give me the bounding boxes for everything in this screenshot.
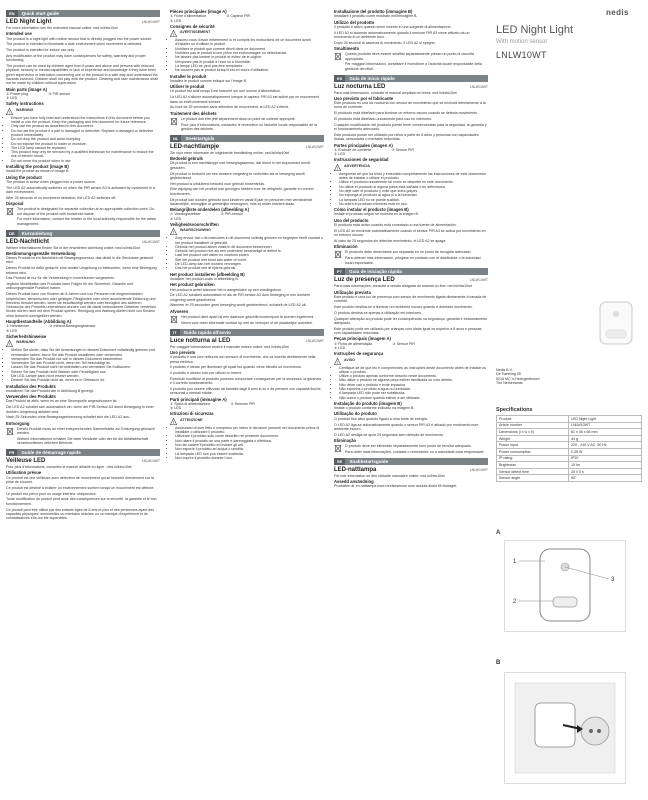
figure-b-installation-diagram [504, 672, 626, 784]
section-title: LED-Nachtlicht [6, 238, 50, 245]
section-title: LED-nachtlampje [170, 143, 220, 150]
table-row: Sensor detect time 25 ± 5 s [497, 468, 642, 475]
parts-list: ① Power plug ② LED ③ PIR sensor [6, 91, 71, 101]
table-row: IP rating IP20 [497, 455, 642, 462]
svg-text:!: ! [336, 359, 339, 365]
section-bar-en: EN Quick start guide [6, 10, 160, 17]
svg-text:!: ! [172, 419, 175, 425]
warning-icon [334, 164, 341, 171]
heading: Disposal [6, 201, 24, 207]
table-row: Power input 220 - 240 V AC, 50 Hz [497, 442, 642, 449]
article-code: LNLW10WT [141, 20, 160, 24]
part-number-2: 2 [513, 599, 517, 605]
figure-a-device-diagram [504, 540, 626, 632]
safety-list: • Ensure you have fully read and understood the instructions in this document before you install or use the product. Keep the packaging and this document for future reference. • Only use the product as described in this document. • Do not use the product if a part is damaged or defective. Replace a damaged or defective product immediately. • Do not drop the product and avoid bumping. • Do not expose the product to water or moisture. • The LED lamp cannot be replaced. • This product may only be serviced by a qualified technician for maintenance to reduce the risk of electric shock. • Do not cover the product when in use. [6, 116, 160, 163]
section-bar-nl: NL Snelstartgids [170, 135, 324, 142]
table-row: Dimensions (l x w x h) 81 x 46 x 66 mm [497, 429, 642, 436]
section-title: Luce notturna al LED [170, 337, 231, 344]
specifications [496, 407, 642, 482]
heading: Using the product [6, 174, 42, 180]
section-title: LED-nattlampa [334, 466, 377, 473]
specs-table [496, 415, 642, 482]
section-bar-fr: FR Guide de démarrage rapide [6, 449, 160, 456]
svg-text:!: ! [172, 230, 175, 236]
recycle-bin-icon [6, 427, 14, 436]
table-row: Brightness 15 lm [497, 462, 642, 469]
section-bar-pt: PT Guia de iniciação rápida [334, 268, 488, 275]
column-2: Pièces principales (image A) ① Fiche d'alimentation ② LED ③ Capteur PIR Consignes de sécurité ! AVERTISSEMENT • Assurez-vous d'avoir entièrement lu et compris les instructions de ce document avant d'installer ou d'utiliser le produit. • N'utilisez le produit que comme décrit dans ce document. • N'utilisez pas le produit si une pièce est endommagée ou défectueuse. • Ne laissez pas tomber le produit et évitez de le cogner. • N'exposez pas le produit à l'eau ou à l'humidité. • La lampe LED ne peut pas être remplacée. • Ne couvrez pas le produit lorsqu'il est en cours d'utilisation. Installer le produit Installez le produit comme indiqué sur l'image B. Utiliser le produit Le produit est actif lorsqu'il est branché sur une source d'alimentation. La LED A2 s'allume automatiquement lorsque le capteur PIR A3 est activé par un mouvement dans un environnement sombre. Au bout de 25 secondes sans détection de mouvement, la LED A2 s'éteint. Traitement des déchets Le produit doit être jeté séparément dans un point de collecte approprié. Pour plus d'informations, contactez le revendeur ou l'autorité locale responsable de la gestion des déchets. NL Snelstartgids LED-nachtlampje LNLW10WT Zie voor meer informatie de uitgebreide handleiding online: ned.is/lnlw10wt Bedoeld gebruik Dit product is een nachtlampje met bewegingssensor, dat direct in het stopcontact wordt gestoken. Dit product is bedoeld om een donkere omgeving te verlichten als er beweging wordt gedetecteerd. Het product is uitsluitend bedoeld voor gebruik binnenshuis. Elke wijziging van het product kan gevolgen hebben voor de veiligheid, garantie en correct functioneren. Dit product kan worden gebruikt door kinderen vanaf 8 jaar en personen met verminderde lichamelijke, zintuiglijke of geestelijke vermogens, mits zij onder toezicht staan. Belangrijkste onderdelen (afbeelding A) ① Voedingsstekker ② LED ③ PIR-sensor Veiligheidsvoorschriften ! WAARSCHUWING • Zorg ervoor dat u de instructies in dit document volledig gelezen en begrepen heeft voordat u het product installeert of gebruikt. • Gebruik het product alleen zoals in dit document beschreven. • Gebruik het product niet als een onderdeel beschadigd of defect is. • Laat het product niet vallen en voorkom stoten. • Stel het product niet bloot aan water of vocht. • De LED-lamp kan niet worden vervangen. • Dek het product niet af tijdens gebruik. Het product installeren (afbeelding B) Installeer het product zoals in afbeelding B. Het product gebruiken Het product is actief wanneer het is aangesloten op een voedingsbron. De LED A2 schakelt automatisch in als de PIR-sensor A3 door beweging in een donkere omgeving wordt geactiveerd. Wanneer er 25 seconden geen beweging wordt gedetecteerd, schakelt de LED A2 uit. Afvoeren Het product dient apart bij een daarvoor geschikt inzamelpunt te worden ingeleverd. Neem voor meer informatie contact op met de verkoper of de plaatselijke autoriteit. IT Guida rapida all'avvio Luce notturna al LED LNLW10WT Per maggiori informazioni vedere il manuale esteso online: ned.is/lnlw10wt Uso previsto Il prodotto è una luce notturna con sensore di movimento, che va inserita direttamente nella presa elettrica. Il prodotto è ideato per illuminare gli spazi bui quando viene rilevato un movimento. Il prodotto è idoneo solo per utilizzo in interni. Eventuali modifiche al prodotto possono comportare conseguenze per la sicurezza, la garanzia e il corretto funzionamento. Il prodotto può essere utilizzato da bambini dagli 8 anni in su e da persone con capacità fisiche, sensoriali o mentali ridotte. Parti principali (immagine A) ① Spina di alimentazione ② LED ③ Sensore PIR Istruzioni di sicurezza ! ATTENZIONE • Assicurarsi di aver letto e compreso per intero le istruzioni presenti nel documento prima di installare o utilizzare il prodotto. • Utilizzare il prodotto solo come descritto nel presente documento. • Non usare il prodotto se una parte è danneggiata o difettosa. • Non far cadere il prodotto ed evitare gli urti. • Non esporre il prodotto ad acqua o umidità. • La lampada LED non può essere sostituita. • Non coprire il prodotto durante l'uso. [170, 8, 324, 460]
manufacturer-address: Nedis B.V. De Tweeling 28 5215 MC 's-Hertogenbosch The Netherlands [496, 368, 540, 386]
table-row: Weight 44 g [497, 435, 642, 442]
section-title: Luz de presença LED [334, 277, 395, 284]
brand-logo: nedis [606, 8, 629, 17]
warning-icon [6, 340, 13, 347]
recycle-bin-icon [334, 250, 342, 259]
column-3: Installazione del prodotto (immagine B) Installare il prodotto come mostrato nell'immagine B. Utilizzo del prodotto Il prodotto è attivo quando viene inserito in una sorgente di alimentazione. Il LED A2 si accende automaticamente quando il sensore PIR A3 viene attivato da un movimento in un ambiente buio. Dopo 25 secondi di assenza di movimento, il LED A2 si spegne. Smaltimento Questo prodotto deve essere smaltito separatamente presso un punto di raccolta appropriato. Per maggiori informazioni, contattare il rivenditore o l'autorità locale responsabile della gestione dei rifiuti. ES Guía de inicio rápido Luz nocturna LED LNLW10WT Para más información, consulte el manual ampliado en línea: ned.is/lnlw10wt Uso previsto por el fabricante Este producto es una luz nocturna con sensor de movimiento que se enchufa directamente a la toma de corriente. El producto está diseñado para iluminar un entorno oscuro cuando se detecta movimiento. El producto está diseñado únicamente para uso en interiores. Cualquier modificación del producto puede tener consecuencias para la seguridad, la garantía y el funcionamiento adecuado. Este producto puede ser utilizado por niños a partir de 8 años y personas con capacidades físicas, sensoriales o mentales reducidas. Partes principales (imagen A) ① Enchufe de corriente ② LED ③ Sensor PIR Instrucciones de seguridad ! ADVERTENCIA • Asegúrese de que ha leído y entendido completamente las instrucciones de este documento antes de instalar o utilizar el producto. • Utilice el producto únicamente tal como se describe en este documento. • No utilice el producto si alguna pieza está dañada o es defectuosa. • No deje caer el producto y evite que sufra golpes. • No exponga el producto al agua ni a la humedad. • La lámpara LED no se puede sustituir. • No cubra el producto mientras está en uso. Cómo instalar el producto (imagen B) Instale el producto según se muestra en la imagen B. Uso del producto El producto está activo cuando está conectado a una fuente de alimentación. El LED A2 se enciende automáticamente cuando el sensor PIR A3 se activa por movimiento en un entorno oscuro. Al cabo de 25 segundos sin detectar movimiento, el LED A2 se apaga. Eliminación El producto debe desecharse por separado en un punto de recogida adecuado. Para obtener más información, póngase en contacto con el distribuidor o la autoridad local responsable. PT Guia de iniciação rápida Luz de presença LED LNLW10WT Para mais informações, consulte a versão alargada do manual on-line: ned.is/lnlw10wt Utilização prevista Este produto é uma luz de presença com sensor de movimento ligada diretamente à tomada de corrente. Este produto destina-se a iluminar um ambiente escuro quando é detetado movimento. O produto destina-se apenas a utilização em interiores. Qualquer alteração ao produto pode ter consequências na segurança, garantia e funcionamento adequado. Este produto pode ser utilizado por crianças com idade igual ou superior a 8 anos e pessoas com capacidades reduzidas. Peças principais (imagem A) ① Ficha de alimentação ② LED ③ Sensor PIR Instruções de segurança ! AVISO • Certifique-se de que leu e compreendeu as instruções deste documento antes de instalar ou utilizar o produto. • Utilize o produto apenas conforme descrito neste documento. • Não utilize o produto se alguma peça estiver danificada ou com defeito. • Não deixe cair o produto e evite impactos. • Não exponha o produto a água ou humidade. • A lâmpada LED não pode ser substituída. • Não cubra o produto quando estiver a ser utilizado. Instalação do produto (imagem B) Instale o produto conforme indicado na imagem B. Utilização do produto O produto fica ativo quando ligado a uma fonte de energia. O LED A2 liga-se automaticamente quando o sensor PIR A3 é ativado por movimento num ambiente escuro. O LED A2 desliga-se após 25 segundos sem deteção de movimento. Eliminação O produto deve ser eliminado separadamente num ponto de recolha adequado. Para obter mais informações, contacte o revendedor ou a autoridade local responsável. SE Snabbstartsguide LED-nattlampa LNLW10WT För mer information se den utökade manualen online: ned.is/lnlw10wt Avsedd användning Produkten är en nattlampa med rörelsesensor som ansluts direkt till eluttaget. [334, 8, 488, 490]
warning-icon [334, 358, 341, 365]
recycle-bin-icon [170, 117, 178, 126]
figure-a-label: A [496, 530, 501, 536]
warning-icon [6, 108, 13, 115]
recycle-bin-icon [6, 207, 14, 216]
table-row: Power consumption 0.35 W [497, 448, 642, 455]
table-row: Product LED Night Light [497, 416, 642, 423]
svg-text:!: ! [172, 32, 175, 38]
column-1: EN Quick start guide LED Night Light LNLW10WT For more information see the extended manual online: ned.is/lnlw10wt Intended use The product is a night light with motion sensor that is directly plugged into the power socket. The product is intended to illuminate a dark environment when movement is detected. The product is intended for indoor use only. Any modification of the product may have consequences for safety, warranty and proper functioning. The product can be used by children aged from 8 years and above and persons with reduced physical, sensory or mental capabilities or lack of experience and knowledge if they have been given supervision or instruction concerning use of the product in a safe way and understand the hazards involved. Children shall not play with the product. Cleaning and user maintenance shall not be made by children without supervision. Main parts (image A) ① Power plug ② LED ③ PIR sensor Safety instructions ! WARNING • Ensure you have fully read and understood the instructions in this document before you install or use the product. Keep the packaging and this document for future reference. • Only use the product as described in this document. • Do not use the product if a part is damaged or defective. Replace a damaged or defective product immediately. • Do not drop the product and avoid bumping. • Do not expose the product to water or moisture. • The LED lamp cannot be replaced. • This product may only be serviced by a qualified technician for maintenance to reduce the risk of electric shock. • Do not cover the product when in use. Installing the product (image B) Install the product as shown in image B. Using the product The product is active when plugged into a power source. The LED A2 automatically switches on when the PIR sensor A3 is activated by movement in a dark environment. After 25 seconds of no movement detection, the LED A2 switches off. Disposal The product is designated for separate collection at an appropriate collection point. Do not dispose of the product with household waste. For more information, contact the retailer or the local authority responsible for the waste management. DE Kurzanleitung LED-Nachtlicht LNLW10WT Weitere Informationen finden Sie in der erweiterten Anleitung online: ned.is/lnlw10wt Bestimmungsgemäße Verwendung Dieses Produkt ist ein Nachtlicht mit Bewegungssensor, das direkt in die Steckdose gesteckt wird. Dieses Produkt ist dafür gedacht, eine dunkle Umgebung zu beleuchten, wenn eine Bewegung erkannt wird. Das Produkt ist nur für die Verwendung in Innenräumen vorgesehen. Jegliche Modifikation des Produkts kann Folgen für die Sicherheit, Garantie und ordnungsgemäße Funktion haben. Dieses Produkt kann von Kindern ab 8 Jahren und von Personen mit eingeschränkten körperlichen, sensorischen oder geistigen Fähigkeiten oder ohne ausreichende Erfahrung und Kenntnis benutzt werden, wenn sie beaufsichtigt werden oder bezüglich des sicheren Gebrauchs des Produkts unterwiesen wurden und die damit verbundenen Gefahren verstehen. Kinder dürfen nicht mit dem Produkt spielen. Reinigung und Wartung dürfen nicht von Kindern ohne Aufsicht durchgeführt werden. Hauptbestandteile (Abbildung A) ① Netzstecker ② LED ③ Infrarot-Bewegungssensor Sicherheitshinweise ! WARNUNG • Stellen Sie sicher, dass Sie die Anweisungen in diesem Dokument vollständig gelesen und verstanden haben, bevor Sie das Produkt installieren oder verwenden. • Verwenden Sie das Produkt nur wie in diesem Dokument beschrieben. • Verwenden Sie das Produkt nicht, wenn ein Teil beschädigt ist. • Lassen Sie das Produkt nicht herunterfallen und vermeiden Sie Kollisionen. • Setzen Sie das Produkt nicht Wasser oder Feuchtigkeit aus. • Die LED-Lampe kann nicht ersetzt werden. • Decken Sie das Produkt nicht ab, wenn es in Gebrauch ist. Installation des Produkts Installieren Sie das Produkt wie in Abbildung B gezeigt. Verwenden des Produkts Das Produkt ist aktiv, wenn es an eine Stromquelle angeschlossen ist. Die LED A2 schaltet sich automatisch ein, wenn der PIR-Sensor A3 durch Bewegung in einer dunklen Umgebung aktiviert wird. Nach 25 Sekunden ohne Bewegungserkennung schaltet sich die LED A2 aus. Entsorgung Dieses Produkt muss an einer entsprechenden Sammelstelle zur Entsorgung gebracht werden. Weitere Informationen erhalten Sie beim Verkäufer oder der für die Abfallwirtschaft verantwortlichen örtlichen Behörde. FR Guide de démarrage rapide Veilleuse LED LNLW10WT Pour plus d'informations, consultez le manuel détaillé en ligne : ned.is/lnlw10wt Utilisation prévue Ce produit est une veilleuse avec détecteur de mouvement qui se branche directement sur la prise de courant. Ce produit est destiné à éclairer un environnement sombre lorsqu'un mouvement est détecté. Le produit est prévu pour un usage intérieur uniquement. Toute modification du produit peut avoir des conséquences sur la sécurité, la garantie et le bon fonctionnement. Ce produit peut être utilisé par des enfants âgés de 8 ans et plus et des personnes ayant des capacités physiques, sensorielles ou mentales réduites ou un manque d'expérience et de connaissances s'ils ont été supervisés. [6, 8, 160, 522]
night-light-device-image [598, 300, 634, 346]
recycle-bin-icon [334, 52, 342, 61]
svg-text:!: ! [8, 342, 11, 348]
recycle-bin-icon [334, 444, 342, 453]
figure-b-label: B [496, 660, 501, 666]
section-bar-de: DE Kurzanleitung [6, 230, 160, 237]
heading: Installing the product [6, 164, 49, 170]
part-number-1: 1 [513, 559, 517, 565]
warning-icon [170, 228, 177, 235]
section-bar-es: ES Guía de inicio rápido [334, 75, 488, 82]
svg-text:!: ! [336, 165, 339, 171]
intro-text: For more information see the extended manual online: ned.is/lnlw10wt [6, 26, 118, 30]
section-title: Luz nocturna LED [334, 83, 386, 90]
recycle-bin-icon [170, 315, 178, 324]
heading: Main parts [6, 86, 27, 92]
section-title: Veilleuse LED [6, 458, 46, 465]
warning-icon [170, 418, 177, 425]
product-model: LNLW10WT [496, 50, 547, 60]
heading: Safety instructions [6, 101, 44, 107]
section-title: LED Night Light [6, 19, 52, 25]
heading: Intended use [6, 31, 32, 37]
part-number-3: 3 [611, 577, 615, 583]
warning-icon [170, 30, 177, 37]
product-title: LED Night Light [496, 24, 574, 36]
section-bar-it: IT Guida rapida all'avvio [170, 329, 324, 336]
section-bar-sv: SE Snabbstartsguide [334, 458, 488, 465]
specs-title: Specifications [496, 407, 533, 413]
product-subtitle: With motion sensor [496, 39, 548, 45]
lang-flag: EN [6, 10, 18, 17]
svg-text:!: ! [8, 109, 11, 115]
table-row: Sensor angle 95° [497, 475, 642, 482]
table-row: Article number LNLW10WT [497, 422, 642, 429]
